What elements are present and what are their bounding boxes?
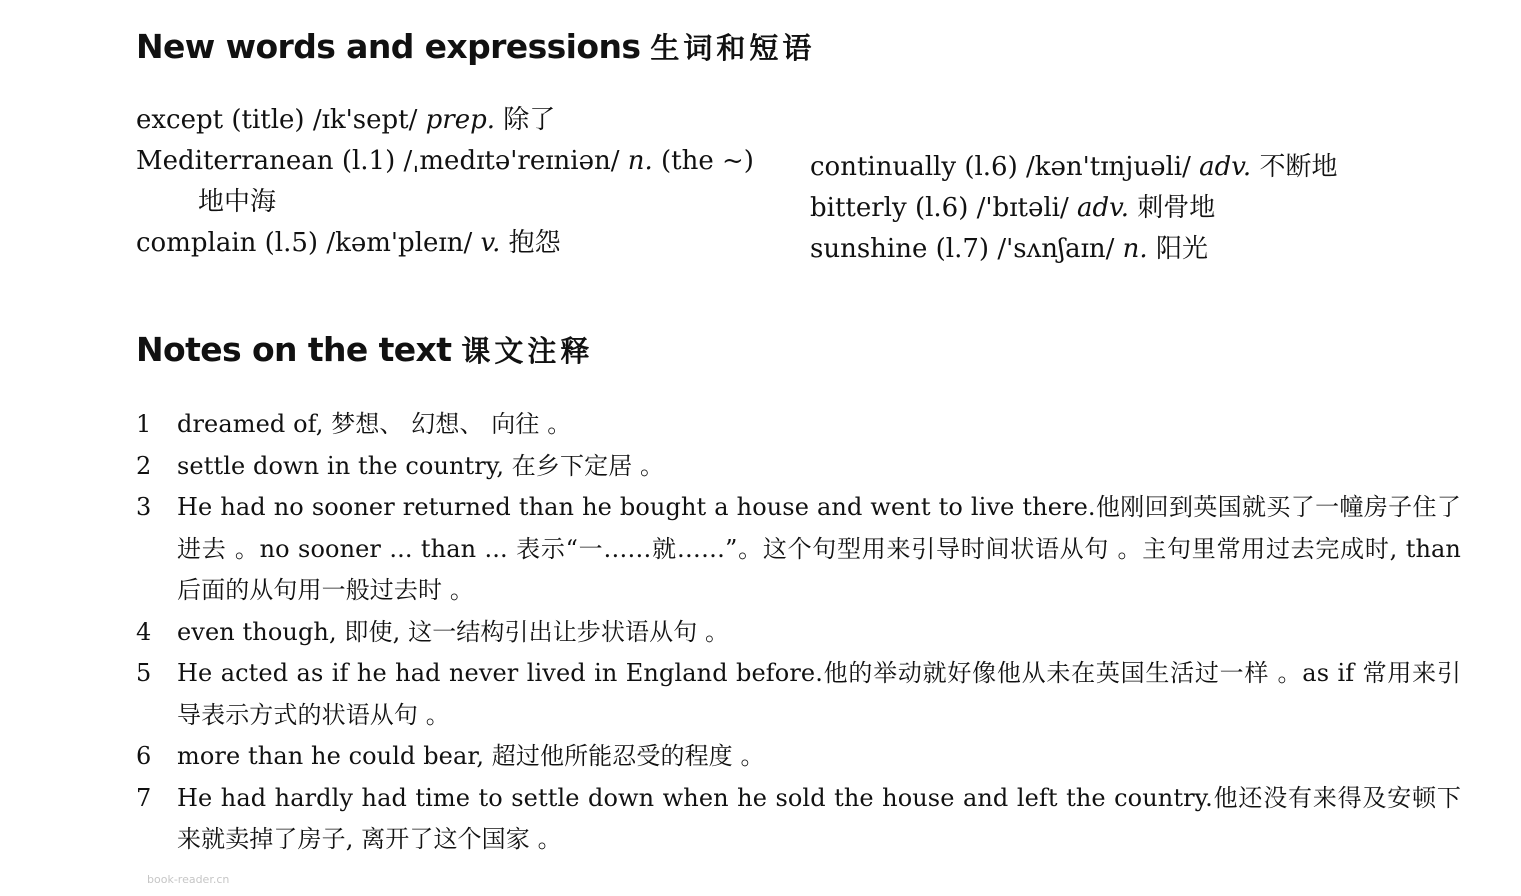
vocab-list-right xyxy=(810,147,1337,270)
vocab-word: except xyxy=(136,105,224,135)
vocab-word: complain xyxy=(136,228,257,258)
note-number: 5 xyxy=(136,659,152,687)
note-text: more than he could bear, 超过他所能忍受的程度 。 xyxy=(177,742,765,770)
note-item xyxy=(136,446,1461,488)
vocab-entry xyxy=(136,100,754,141)
vocab-word: continually xyxy=(810,152,957,182)
vocab-pronunciation: /kəm'pleɪn/ xyxy=(326,228,473,258)
vocab-word: Mediterranean xyxy=(136,146,334,176)
note-text: dreamed of, 梦想、 幻想、 向往 。 xyxy=(177,410,572,438)
note-number: 4 xyxy=(136,617,152,646)
new-words-heading-zh: 生词和短语 xyxy=(650,31,816,65)
vocab-line-ref: (l.1) xyxy=(341,146,396,176)
vocab-meaning: 除了 xyxy=(503,105,556,135)
vocab-part-of-speech: n. xyxy=(1122,234,1148,264)
vocab-part-of-speech: n. xyxy=(627,146,653,176)
vocab-entry-continuation xyxy=(136,182,754,223)
new-words-heading-en: New words and expressions xyxy=(136,27,641,66)
vocab-meaning: 阳光 xyxy=(1155,234,1208,264)
vocab-part-of-speech: adv. xyxy=(1199,152,1252,182)
vocab-extra: (the ~) xyxy=(661,146,754,176)
vocab-pronunciation: /'sʌnʃaɪn/ xyxy=(997,234,1115,264)
note-text: even though, 即使, 这一结构引出让步状语从句 。 xyxy=(177,617,730,646)
vocab-pronunciation: /kən'tɪnjuəli/ xyxy=(1026,152,1191,182)
note-number: 6 xyxy=(136,742,152,770)
vocab-word: sunshine xyxy=(810,234,928,264)
vocab-meaning: 抱怨 xyxy=(508,228,561,258)
vocab-part-of-speech: adv. xyxy=(1077,193,1130,223)
vocab-line-ref: (l.5) xyxy=(264,228,319,258)
vocab-meaning: 不断地 xyxy=(1259,152,1338,182)
vocab-line-ref: (title) xyxy=(231,105,305,135)
vocab-entry xyxy=(810,147,1337,188)
vocab-line-ref: (l.6) xyxy=(964,152,1018,182)
vocab-meaning: 地中海 xyxy=(198,187,277,217)
vocab-list-left xyxy=(136,100,754,264)
notes-heading-en: Notes on the text xyxy=(136,330,452,369)
vocab-entry xyxy=(810,188,1337,229)
notes-list xyxy=(136,404,1461,861)
note-item xyxy=(136,736,1461,778)
vocab-entry xyxy=(136,141,754,182)
note-text: He acted as if he had never lived in England before.他的举动就好像他从未在英国生活过一样 。as if 常用来引导表示方式的状语从句 。 xyxy=(177,659,1461,729)
note-number: 3 xyxy=(136,493,152,521)
note-text: He had no sooner returned than he bought a house and went to live there.他刚回到英国就买了一幢房子住了进去 。no sooner ... than ... 表示“一……就……”。这个句型用来引导时间状语从句 。主句里常用过去完成时, than 后面的从句用一般过去时 。 xyxy=(177,493,1461,604)
note-number: 2 xyxy=(136,451,152,480)
note-text: He had hardly had time to settle down when he sold the house and left the country.他还没有来得及安顿下来就卖掉了房子, 离开了这个国家 。 xyxy=(177,783,1461,853)
note-item xyxy=(136,612,1461,654)
note-item xyxy=(136,778,1461,861)
vocab-pronunciation: /ˌmedɪtə'reɪniən/ xyxy=(403,146,620,176)
note-number: 7 xyxy=(136,783,152,812)
note-item xyxy=(136,653,1461,736)
note-text: settle down in the country, 在乡下定居 。 xyxy=(177,451,665,480)
watermark: book-reader.cn xyxy=(147,873,230,886)
vocab-pronunciation: /'bɪtəli/ xyxy=(976,193,1069,223)
vocab-entry xyxy=(136,223,754,264)
note-item xyxy=(136,404,1461,446)
new-words-heading xyxy=(136,27,816,66)
vocab-part-of-speech: v. xyxy=(480,228,501,258)
vocab-word: bitterly xyxy=(810,193,907,223)
vocab-part-of-speech: prep. xyxy=(425,105,496,135)
note-item xyxy=(136,487,1461,612)
notes-heading-zh: 课文注释 xyxy=(461,334,594,368)
vocab-meaning: 刺骨地 xyxy=(1137,193,1216,223)
notes-heading xyxy=(136,330,594,369)
vocab-entry xyxy=(810,229,1337,270)
vocab-pronunciation: /ɪk'sept/ xyxy=(312,105,418,135)
note-number: 1 xyxy=(136,410,152,438)
vocab-line-ref: (l.6) xyxy=(914,193,969,223)
vocab-line-ref: (l.7) xyxy=(935,234,990,264)
